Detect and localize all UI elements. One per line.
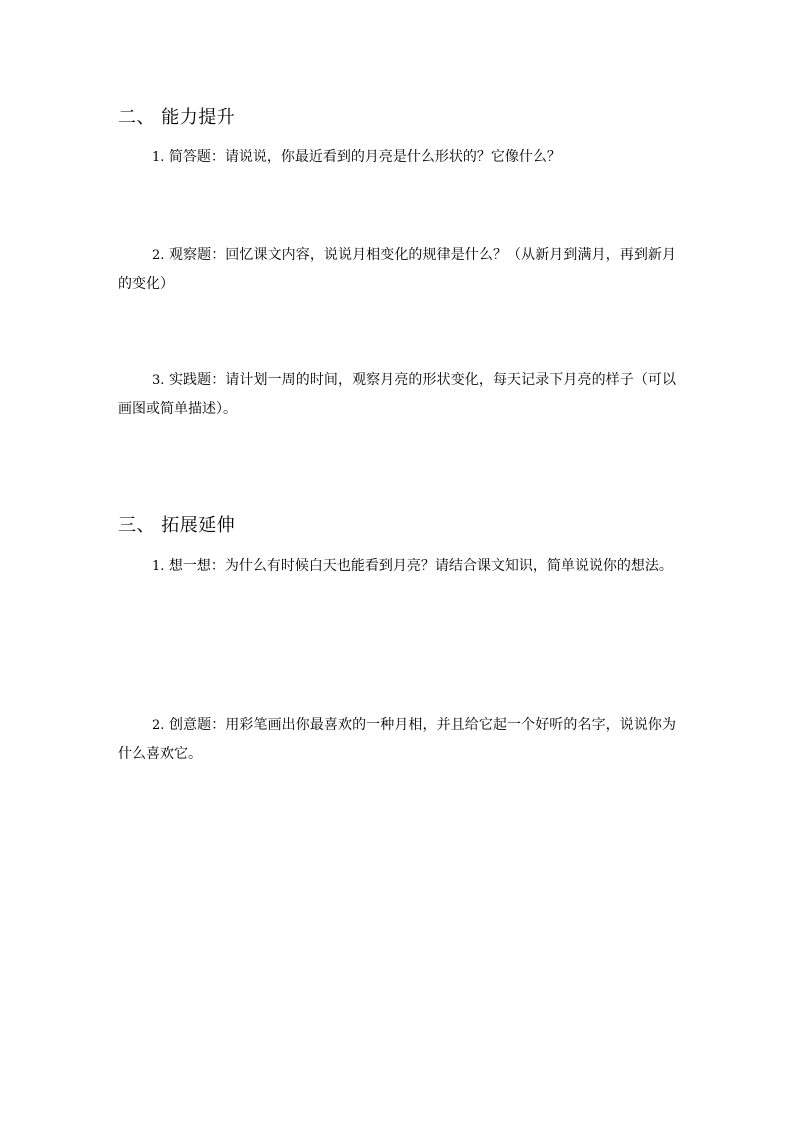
section-heading-extension: 三、 拓展延伸: [118, 515, 236, 536]
section-heading-ability: 二、 能力提升: [118, 107, 236, 128]
question-text: 想一想：为什么有时候白天也能看到月亮？请结合课文知识，简单说说你的想法。: [168, 558, 673, 574]
question-text: 实践题：请计划一周的时间，观察月亮的形状变化，每天记录下月亮的样子（可以画图或简单描述）。: [118, 372, 677, 417]
question-item: [118, 143, 676, 172]
question-text: 观察题：回忆课文内容，说说月相变化的规律是什么？（从新月到满月，再到新月的变化）: [118, 247, 677, 292]
question-number: 1.: [152, 150, 165, 165]
question-number: 2.: [152, 718, 165, 733]
question-text: 创意题：用彩笔画出你最喜欢的一种月相，并且给它起一个好听的名字，说说你为什么喜欢它。: [118, 717, 677, 762]
question-number: 2.: [152, 248, 165, 263]
question-item: [118, 711, 676, 768]
question-text: 简答题：请说说，你最近看到的月亮是什么形状的？它像什么？: [168, 149, 561, 165]
question-item: [118, 366, 676, 423]
question-item: [118, 241, 676, 298]
question-number: 1.: [152, 559, 165, 574]
question-item: [118, 552, 676, 581]
question-number: 3.: [152, 373, 165, 388]
